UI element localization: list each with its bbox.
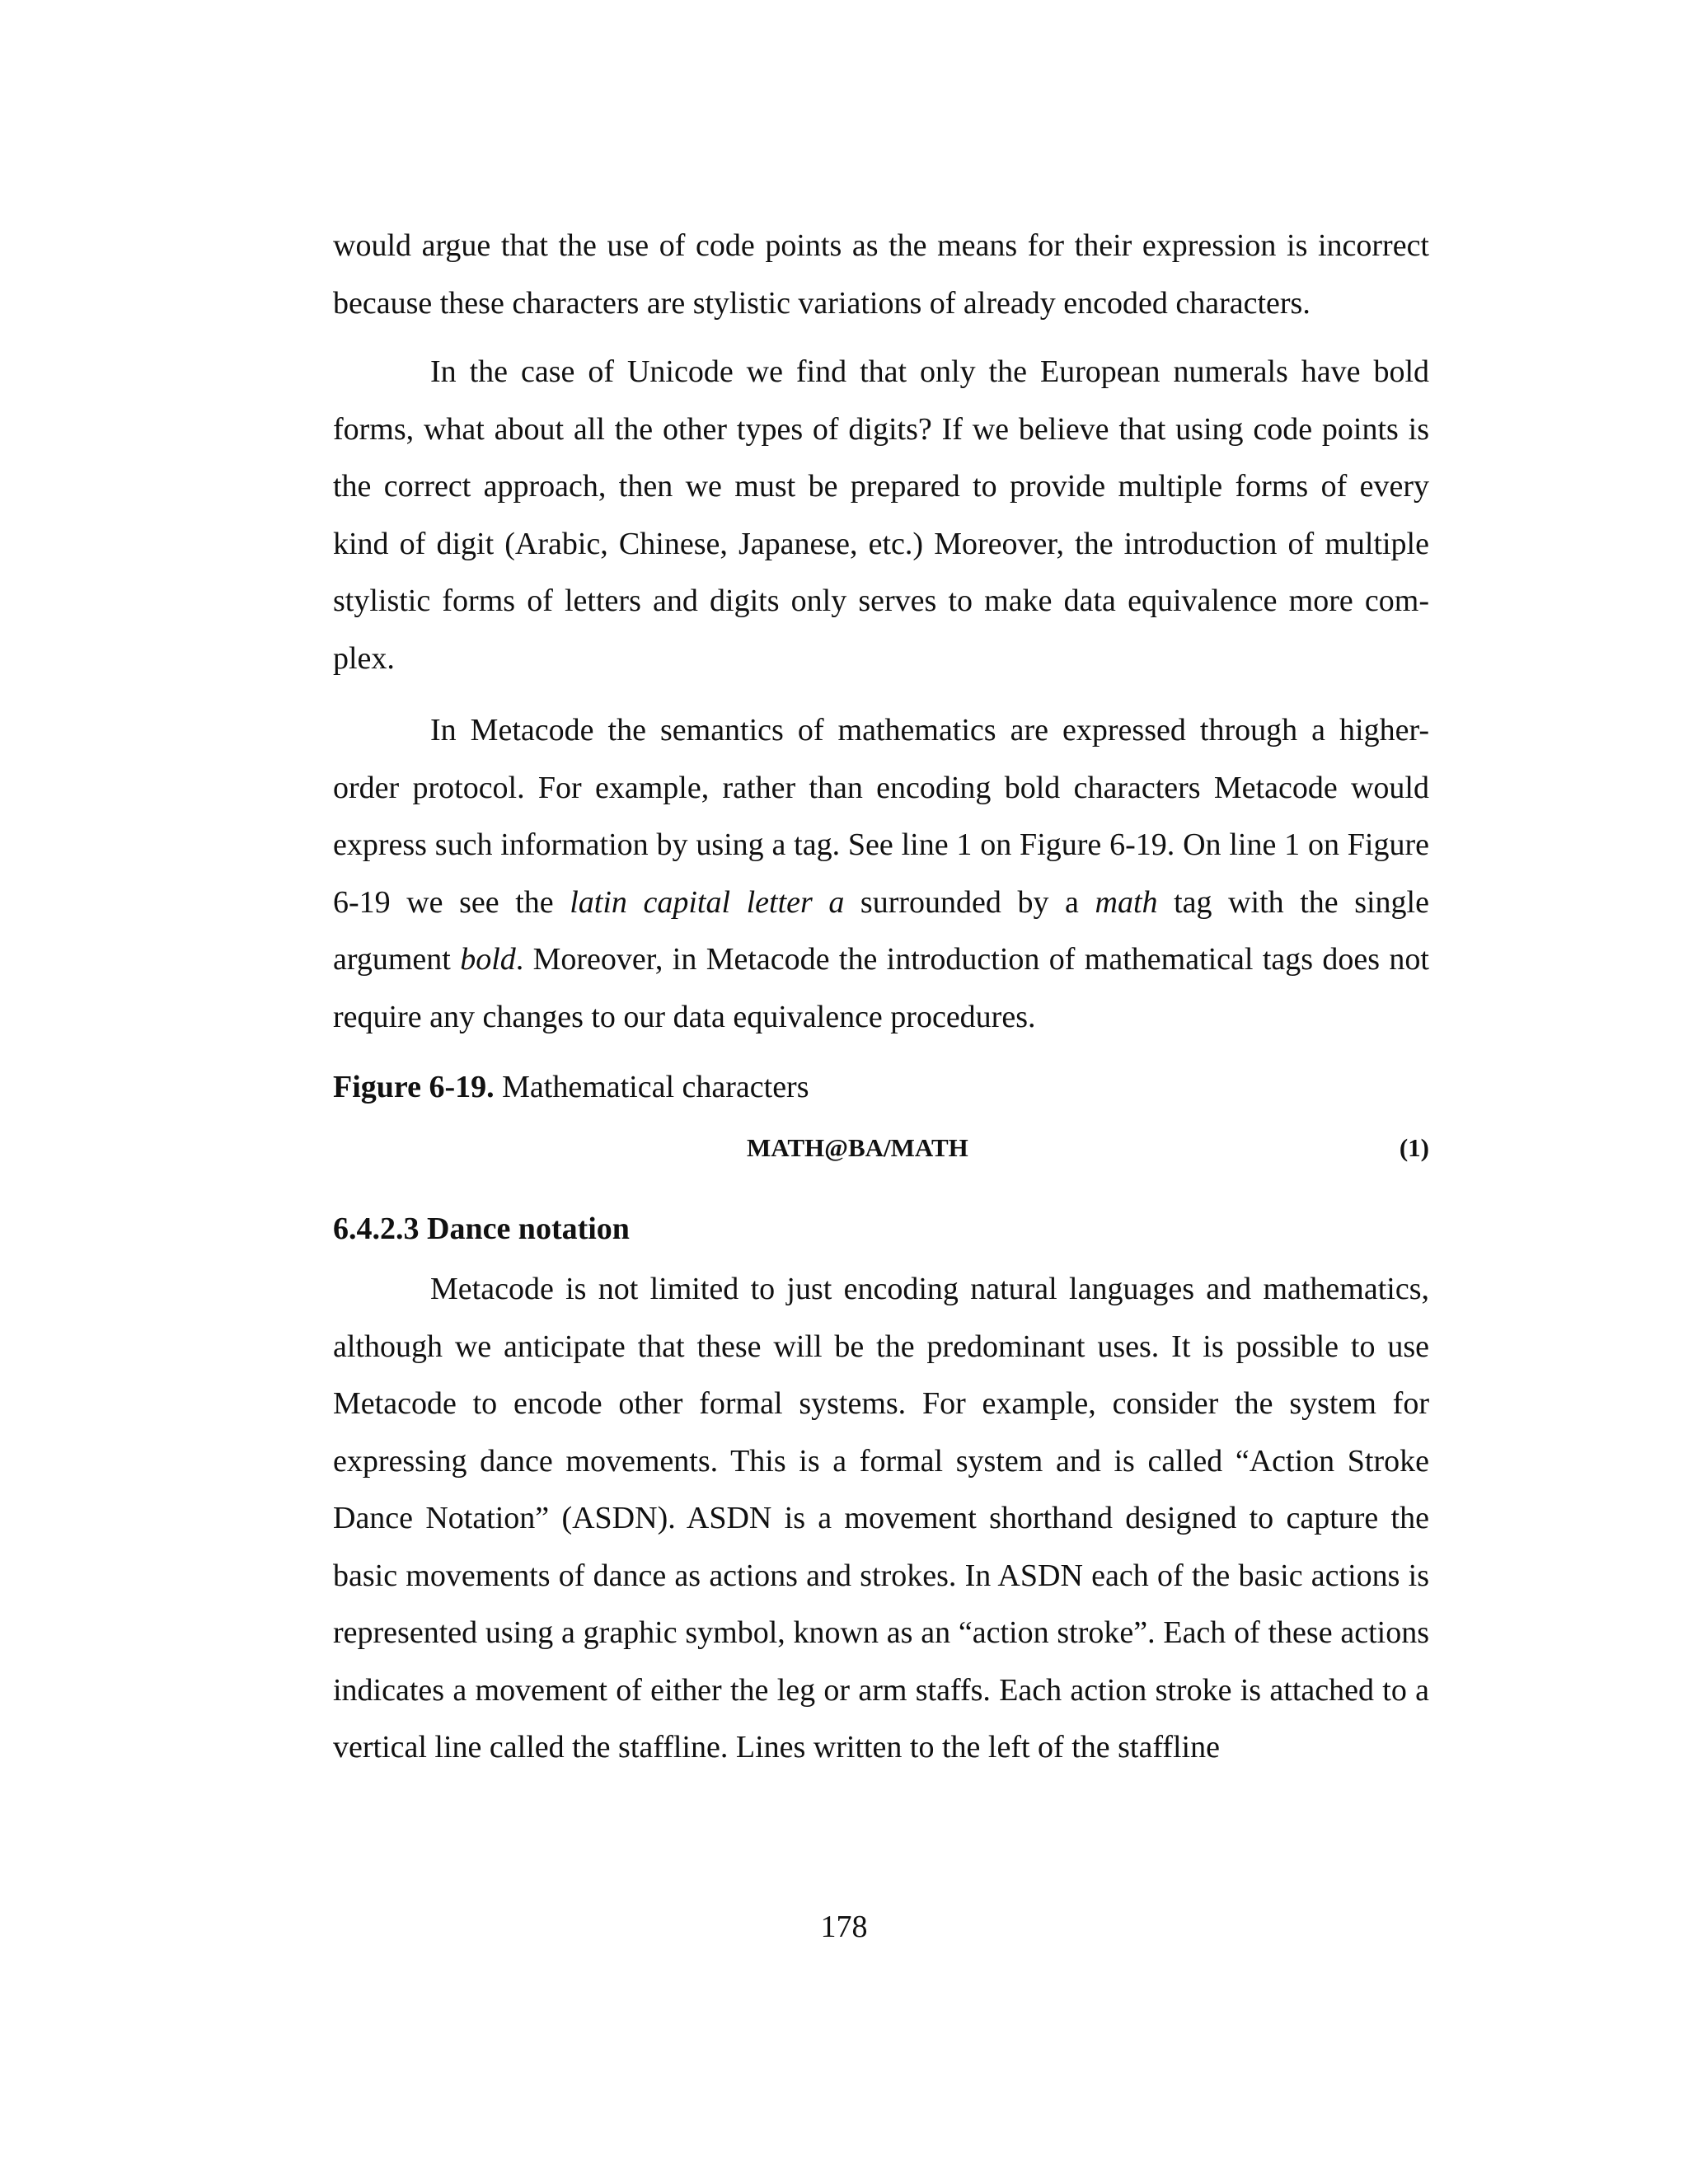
paragraph-2: In the case of Unicode we find that only the European numerals have bold forms, what about all the other types of digits? If we believe that using code points is the correct approach, then we must be prepared to provide multiple forms of every kind of digit (Arabic, Chinese, Japanese, etc.) Moreover, the introduction of multiple stylistic forms of letters and digits only serves to make data equivalence more com-plex. xyxy=(333,354,1429,676)
paragraph-unicode xyxy=(333,344,1429,687)
paragraph-3-italic-1: latin capital letter a xyxy=(570,884,845,920)
paragraph-dance-notation xyxy=(333,1261,1429,1777)
math-code: MATH@BA/MATH xyxy=(747,1133,968,1162)
figure-title: Mathematical characters xyxy=(502,1070,809,1104)
line-number: (1) xyxy=(1399,1133,1429,1162)
paragraph-3 xyxy=(333,702,1429,1046)
paragraph-3-text-2: surrounded by a xyxy=(844,884,1095,920)
section-heading: 6.4.2.3 Dance notation xyxy=(333,1212,630,1246)
paragraph-3-text-4: . Moreover, in Metacode the introduction of mathematical tags does not require any changes to our data equivalence procedures. xyxy=(333,942,1429,1034)
page-number: 178 xyxy=(820,1910,868,1944)
paragraph-3-italic-2: math xyxy=(1095,884,1158,920)
paragraph-3-text-3: tag with the single argument xyxy=(333,884,1429,977)
paragraph-1: would argue that the use of code points as the means for their expression is incorrect because these characters are stylistic variations of already encoded characters. xyxy=(333,228,1429,321)
figure-caption xyxy=(333,1062,809,1112)
paragraph-continuation xyxy=(333,218,1429,332)
paragraph-4: Metacode is not limited to just encoding natural languages and mathematics, although we anticipate that these will be the predominant uses. It is possible to use Metacode to encode other formal systems. For example, consider the system for expressing dance movements. This is a formal system and is called “Action Stroke Dance Notation” (ASDN). ASDN is a movement shorthand designed to capture the basic movements of dance as actions and strokes. In ASDN each of the basic actions is represented using a graphic symbol, known as an “action stroke”. Each of these actions indicates a movement of either the leg or arm staffs. Each action stroke is attached to a vertical line called the staffline. Lines written to the left of the staffline xyxy=(333,1272,1429,1765)
paragraph-metacode-math xyxy=(333,702,1429,1046)
figure-code-line xyxy=(333,1127,1429,1169)
figure-label: Figure 6-19. xyxy=(333,1070,495,1104)
paragraph-3-text-1: In Metacode the semantics of mathematics are expressed through a higher-order protocol. For example, rather than encoding bold characters Metacode would express such information by using a tag. See line 1 on Figure 6-19. On line 1 on Figure 6-19 we see the xyxy=(333,713,1429,920)
paragraph-3-italic-3: bold xyxy=(460,942,516,977)
